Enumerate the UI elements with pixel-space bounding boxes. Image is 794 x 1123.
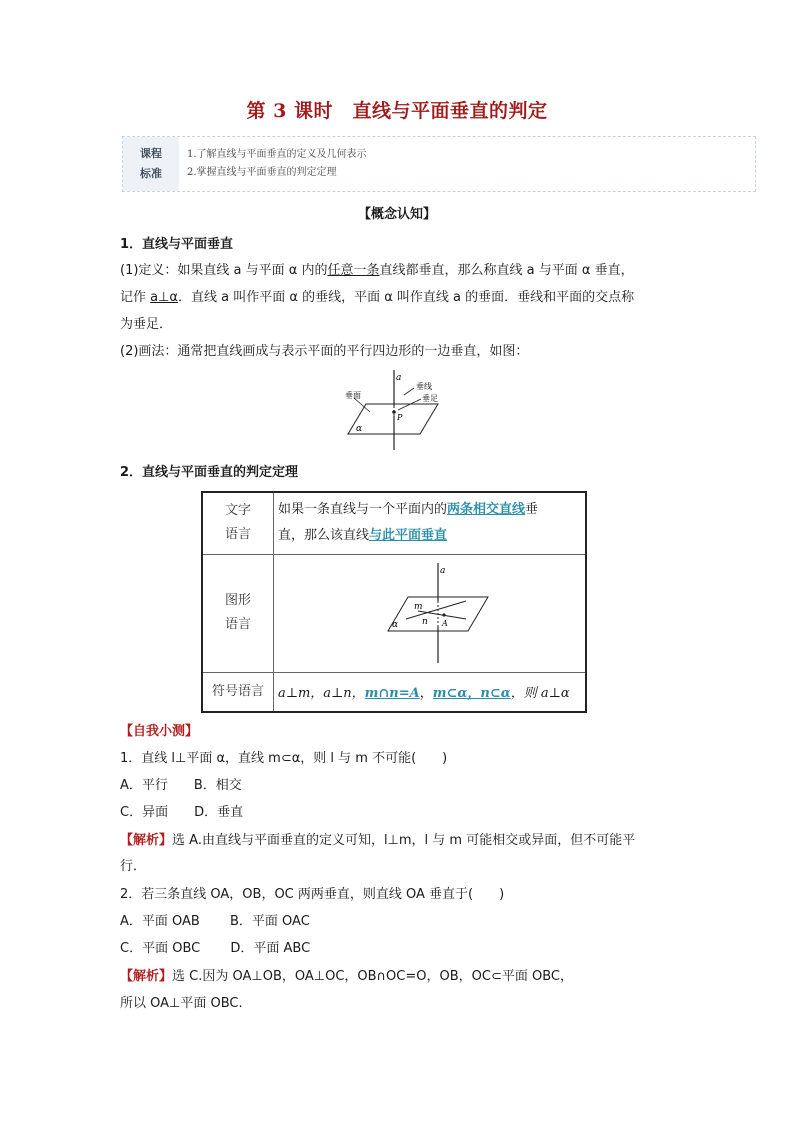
q2-answer-line2: 所以 OA⊥平面 OBC.	[120, 996, 243, 1011]
def-text-b: 直线都垂直，那么称直线 a 与平面 α 垂直，	[379, 263, 634, 278]
figure-language-h2: 语言	[224, 617, 251, 632]
fig1-label-alpha: α	[356, 424, 363, 434]
section1-heading: 1．直线与平面垂直	[120, 237, 234, 252]
def-text-a: (1)定义：如果直线 a 与平面 α 内的	[120, 263, 328, 278]
foot-point	[392, 410, 396, 414]
sym-b: ，则 a⊥α	[510, 686, 570, 702]
fill-two-intersecting-lines: 两条相交直线	[447, 502, 526, 518]
fig1-label-chuixian: 垂线	[416, 382, 432, 391]
theorem-figure	[378, 561, 558, 665]
page-title: 第 3 课时 直线与平面垂直的判定	[246, 100, 548, 122]
perpendicular-figure	[336, 368, 464, 452]
figure-language-header	[202, 554, 274, 672]
figure-language-content	[274, 554, 587, 672]
standards-label-line1: 课程	[140, 147, 162, 160]
q1-options-cd: C．异面 D．垂直	[120, 805, 244, 820]
fig2-label-m: m	[414, 602, 423, 612]
q1-stem: 1．直线 l⊥平面 α，直线 m⊂α，则 l 与 m 不可能( )	[120, 751, 448, 766]
standard-item-1: 1.了解直线与平面垂直的定义及几何表示	[187, 149, 367, 160]
drawing-method: (2)画法：通常把直线画成与表示平面的平行四边形的一边垂直，如图：	[120, 344, 529, 359]
theorem-row-figure	[202, 554, 586, 672]
concept-heading: 【概念认知】	[357, 207, 436, 222]
standards-label	[123, 137, 179, 191]
sym-a: a⊥m，a⊥n，	[278, 686, 365, 702]
text-language-content	[274, 492, 587, 554]
q2-answer-line1	[120, 968, 573, 986]
q2-answer-tag: 【解析】	[120, 969, 173, 984]
fig1-label-a: a	[396, 373, 402, 383]
fig2-label-alpha: α	[392, 620, 399, 630]
def-l2-a: 记作	[120, 290, 151, 305]
definition-line3: 为垂足．	[120, 317, 173, 332]
symbol-language-header: 符号语言	[202, 672, 274, 712]
text-line2	[278, 523, 581, 549]
fig2-label-A: A	[442, 619, 448, 628]
curriculum-standards-box	[122, 136, 756, 192]
q2-options-cd: C．平面 OBC D．平面 ABC	[120, 941, 311, 956]
q1-answer-line2: 行．	[120, 859, 147, 874]
q2-stem: 2．若三条直线 OA，OB，OC 两两垂直，则直线 OA 垂直于( )	[120, 887, 505, 902]
fig1-label-p: P	[397, 413, 403, 422]
figure-language-h1: 图形	[224, 593, 251, 608]
theorem-table	[201, 491, 587, 713]
q1-answer-line1	[120, 832, 635, 850]
definition-line1	[120, 262, 634, 280]
sym-sep: ，	[419, 686, 433, 702]
text-language-h1: 文字	[224, 503, 251, 519]
fig2-point-a	[442, 613, 445, 616]
fill-m-n-in-alpha: m⊂α，n⊂α	[432, 686, 511, 702]
fig2-label-n: n	[422, 617, 428, 627]
standards-items	[179, 137, 367, 191]
symbol-language-content	[274, 672, 587, 712]
definition-line2	[120, 289, 634, 307]
q2-answer-text: 选 C.因为 OA⊥OB，OA⊥OC，OB∩OC=O，OB，OC⊂平面 OBC，	[172, 969, 573, 984]
section2-heading: 2．直线与平面垂直的判定定理	[120, 465, 299, 480]
chuixian-pointer	[404, 388, 414, 395]
q1-answer-tag: 【解析】	[120, 833, 173, 848]
text-c: 直，那么该直线	[278, 528, 370, 544]
fill-m-cap-n: m∩n=A	[364, 686, 420, 702]
q1-answer-text: 选 A.由直线与平面垂直的定义可知，l⊥m，l 与 m 可能相交或异面，但不可能平	[172, 833, 636, 848]
text-b: 垂	[525, 502, 539, 518]
def-l2-underlined: a⊥α	[150, 290, 179, 305]
standard-item-2: 2.掌握直线与平面垂直的判定定理	[187, 167, 337, 178]
q1-options-ab: A．平行 B．相交	[120, 778, 242, 793]
fig1-label-chuizu: 垂足	[422, 394, 438, 403]
self-test-heading: 【自我小测】	[120, 724, 199, 739]
fig2-label-a: a	[440, 566, 446, 576]
text-language-header	[202, 492, 274, 554]
standards-label-line2: 标准	[140, 167, 162, 180]
text-line1	[278, 497, 581, 523]
text-a: 如果一条直线与一个平面内的	[278, 502, 448, 518]
q2-options-ab: A．平面 OAB B．平面 OAC	[120, 914, 310, 929]
fig1-label-chuimian: 垂面	[345, 391, 361, 400]
fill-perpendicular-to-plane: 与此平面垂直	[369, 528, 448, 544]
def-underlined: 任意一条	[327, 263, 380, 278]
theorem-row-symbol	[202, 672, 586, 712]
theorem-row-text	[202, 492, 586, 554]
def-l2-b: ．直线 a 叫作平面 α 的垂线，平面 α 叫作直线 a 的垂面．垂线和平面的交点称	[178, 290, 635, 305]
text-language-h2: 语言	[224, 527, 251, 543]
